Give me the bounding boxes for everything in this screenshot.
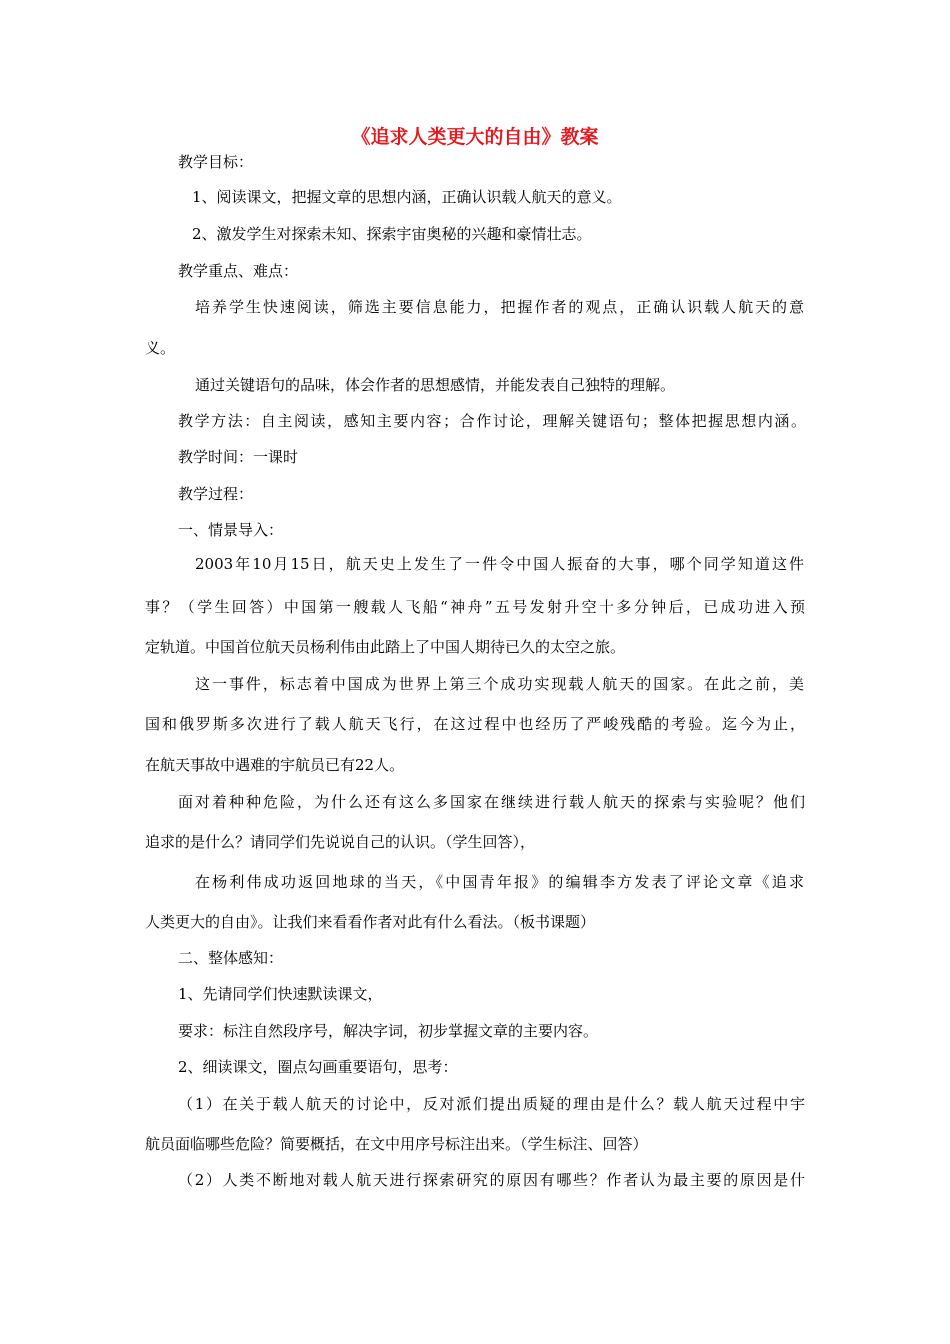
text-line: 在杨利伟成功返回地球的当天，《中国青年报》的编辑李方发表了评论文章《追求 — [195, 873, 804, 891]
text-line: 国和俄罗斯多次进行了载人航天飞行，在这过程中也经历了严峻残酷的考验。迄今为止， — [145, 715, 805, 733]
text-line: 在航天事故中遇难的宇航员已有22人。 — [145, 756, 405, 774]
text-line: 追求的是什么？请同学们先说说自己的认识。（学生回答）， — [145, 833, 536, 851]
text-line: 定轨道。中国首位航天员杨利伟由此踏上了中国人期待已久的太空之旅。 — [145, 638, 626, 656]
text-line: （1）在关于载人航天的讨论中，反对派们提出质疑的理由是什么？载人航天过程中宇 — [178, 1095, 805, 1113]
text-line: 教学目标： — [178, 153, 254, 171]
text-line: 1、阅读课文，把握文章的思想内涵，正确认识载人航天的意义。 — [192, 188, 622, 206]
text-line: 通过关键语句的品味，体会作者的思想感情，并能发表自己独特的理解。 — [195, 376, 676, 394]
text-line: 2003年10月15日，航天史上发生了一件令中国人振奋的大事，哪个同学知道这件 — [195, 555, 804, 573]
text-line: 面对着种种危险，为什么还有这么多国家在继续进行载人航天的探索与实验呢？他们 — [178, 793, 805, 811]
text-line: 2、细读课文，圈点勾画重要语句，思考： — [178, 1058, 458, 1076]
text-line: （2）人类不断地对载人航天进行探索研究的原因有哪些？作者认为最主要的原因是什 — [178, 1171, 805, 1189]
text-line: 2、激发学生对探索未知、探索宇宙奥秘的兴趣和豪情壮志。 — [192, 225, 592, 243]
document-title: 《追求人类更大的自由》教案 — [351, 126, 599, 148]
text-line: 培养学生快速阅读，筛选主要信息能力，把握作者的观点，正确认识载人航天的意 — [195, 298, 804, 316]
text-line: 一、情景导入： — [178, 521, 284, 539]
text-line: 事？（学生回答）中国第一艘载人飞船“神舟”五号发射升空十多分钟后，已成功进入预 — [145, 598, 805, 616]
text-line: 教学过程： — [178, 485, 254, 503]
text-line: 教学重点、难点： — [178, 262, 299, 280]
text-line: 人类更大的自由》。让我们来看看作者对此有什么看法。（板书课题） — [145, 913, 596, 931]
text-line: 义。 — [145, 339, 176, 357]
text-line: 教学时间：一课时 — [178, 448, 299, 466]
text-line: 这一事件，标志着中国成为世界上第三个成功实现载人航天的国家。在此之前，美 — [195, 675, 804, 693]
text-line: 1、先请同学们快速默读课文， — [178, 985, 383, 1003]
text-line: 航员面临哪些危险？简要概括，在文中用序号标注出来。（学生标注、回答） — [145, 1135, 648, 1153]
text-line: 要求：标注自然段序号，解决字词，初步掌握文章的主要内容。 — [178, 1022, 599, 1040]
text-line: 教学方法：自主阅读，感知主要内容；合作讨论，理解关键语句；整体把握思想内涵。 — [178, 412, 806, 430]
text-line: 二、整体感知： — [178, 949, 284, 967]
